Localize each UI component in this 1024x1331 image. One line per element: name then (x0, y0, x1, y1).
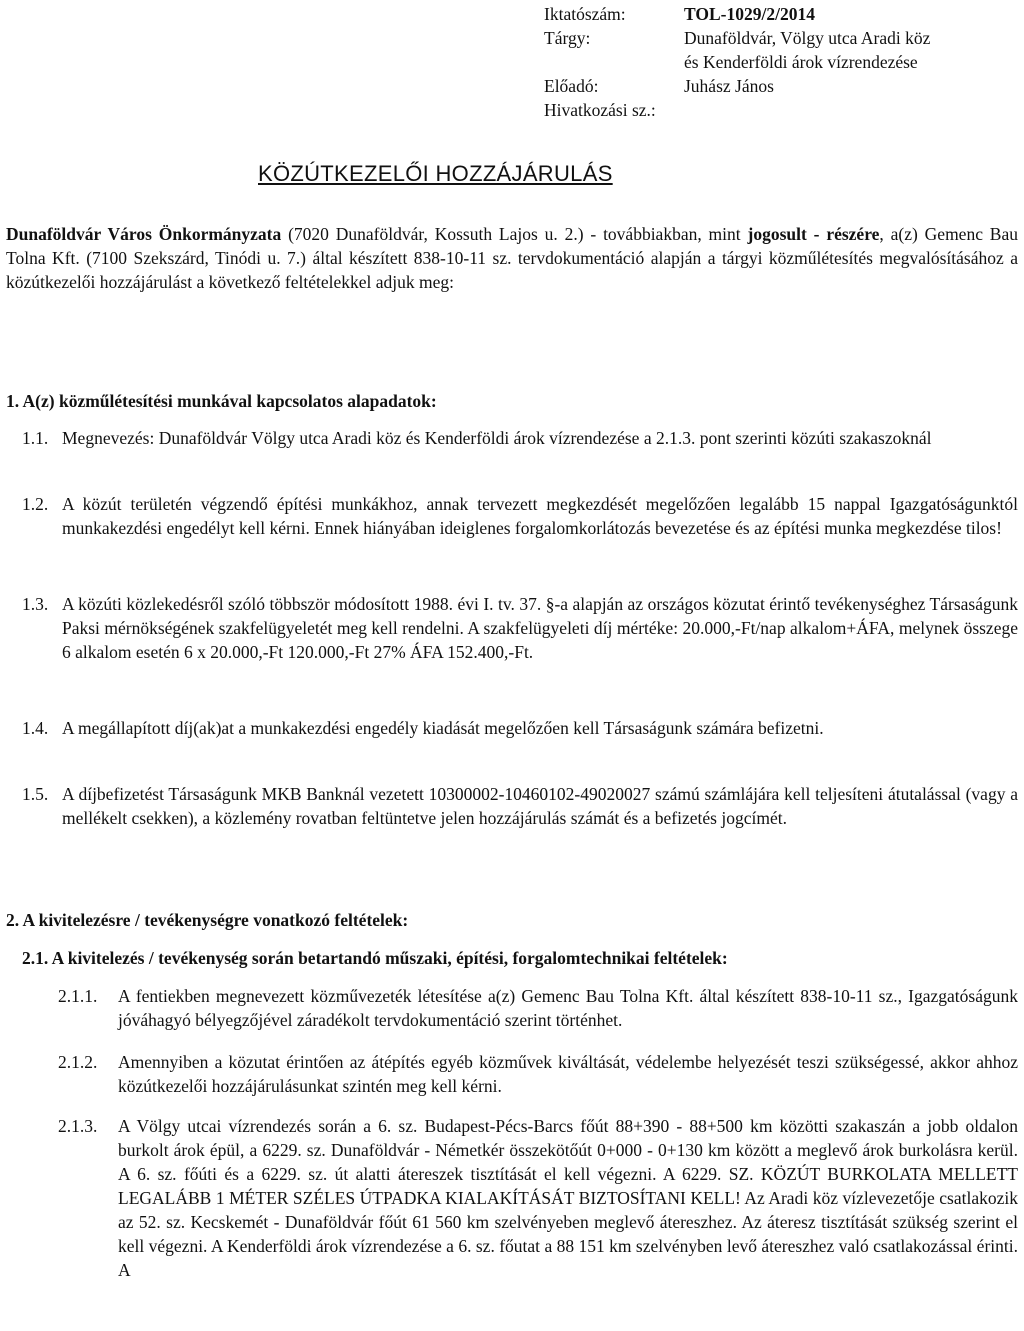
intro-text-1: (7020 Dunaföldvár, Kossuth Lajos u. 2.) - továbbiakban, mint (281, 224, 748, 244)
iktatoszam-row (544, 2, 1024, 26)
eloado-value: Juhász János (684, 76, 774, 96)
list-item (22, 426, 1018, 450)
intro-text-2: , a(z) Gemenc Bau Tolna Kft. (7100 Szekszárd, Tinódi u. 7.) által készített 838-10-11 sz. tervdokumentáció alapján a tárgyi közműlétesítés megvalósításához a közútkezelői hozzájárulást a következő feltételekkel adjuk meg: (6, 224, 1018, 292)
item-text: Megnevezés: Dunaföldvár Völgy utca Aradi köz és Kenderföldi árok vízrendezése a 2.1.3. pont szerinti közúti szakaszoknál (62, 428, 932, 448)
item-text: A közúti közlekedésről szóló többször módosított 1988. évi I. tv. 37. §-a alapján az országos közutat érintő tevékenységhez Társaságunk Paksi mérnökségének szakfelügyeletét meg kell rendelni. A szakfelügyeleti díj mértéke: 20.000,-Ft/nap alkalom+ÁFA, melynek összege 6 alkalom esetén 6 x 20.000,-Ft 120.000,-Ft 27% ÁFA 152.400,-Ft. (62, 594, 1018, 662)
item-text: Amennyiben a közutat érintően az átépítés egyéb közművek kiváltását, védelembe helyezését teszi szükségessé, akkor ahhoz közútkezelői hozzájárulásunkat szintén meg kell kérni. (118, 1052, 1018, 1096)
item-number: 1.3. (22, 594, 49, 614)
intro-bold-entity: Dunaföldvár Város Önkormányzata (6, 224, 282, 244)
item-number: 1.2. (22, 494, 49, 514)
item-text: A fentiekben megnevezett közművezeték létesítése a(z) Gemenc Bau Tolna Kft. által készített 838-10-11 sz., Igazgatóságunk jóváhagyó bélyegzőjével záradékolt tervdokumentáció szerint történhet. (118, 986, 1018, 1030)
targy-row-2 (544, 50, 1024, 74)
item-number: 2.1.2. (58, 1052, 98, 1072)
list-item (58, 984, 1018, 1032)
document-title: KÖZÚTKEZELŐI HOZZÁJÁRULÁS (258, 161, 613, 186)
item-text: A Völgy utcai vízrendezés során a 6. sz. Budapest-Pécs-Barcs főút 88+390 - 88+500 km közötti szakaszán a jobb oldalon burkolt árok épül, a 6229. sz. Dunaföldvár - Németkér összekötőút 0+000 - 0+130 km között a meglevő árok burkolásra kerül. A 6. sz. főúti és a 6229. sz. út alatti átereszek tisztítását el kell végezni. A 6229. SZ. KÖZÚT BURKOLATA MELLETT LEGALÁBB 1 MÉTER SZÉLES ÚTPADKA KIALAKÍTÁSÁT BIZTOSÍTANI KELL! Az Aradi köz vízlevezetője csatlakozik az 52. sz. Kecskemét - Dunaföldvár főút 61 560 km szelvényeben meglevő átereszhez. Az áteresz tisztítását szükség szerint el kell végezni. A Kenderföldi árok vízrendezése a 6. sz. főutat a 88 151 km szelvényben levő átereszhez való csatlakozással érinti. A (118, 1116, 1018, 1280)
item-number: 2.1.1. (58, 986, 98, 1006)
item-number: 1.5. (22, 784, 49, 804)
hivatkozasi-label: Hivatkozási sz.: (544, 100, 656, 120)
iktatoszam-value: TOL-1029/2/2014 (684, 4, 815, 24)
list-item (58, 1114, 1018, 1282)
item-text: A díjbefizetést Társaságunk MKB Banknál vezetett 10300002-10460102-49020027 számú számlájára kell teljesíteni átutalással (vagy a mellékelt csekken), a közlemény rovatban feltüntetve jelen hozzájárulás számát és a befizetés jogcímét. (62, 784, 1018, 828)
header-meta (544, 2, 1024, 122)
iktatoszam-label: Iktatószám: (544, 4, 626, 24)
list-item (22, 492, 1018, 540)
section2-heading: 2. A kivitelezésre / tevékenységre vonatkozó feltételek: (6, 910, 409, 930)
intro-bold-jogosult: jogosult - részére (747, 224, 880, 244)
item-number: 1.4. (22, 718, 49, 738)
item-text: A közút területén végzendő építési munkákhoz, annak tervezett megkezdését megelőzően legalább 15 nappal Igazgatóságunktól munkakezdési engedélyt kell kérni. Ennek hiányában ideiglenes forgalomkorlátozás bevezetése és az építési munka megkezdése tilos! (62, 494, 1018, 538)
targy-label: Tárgy: (544, 28, 591, 48)
eloado-row (544, 74, 1024, 98)
item-number: 1.1. (22, 428, 49, 448)
list-item (58, 1050, 1018, 1098)
list-item (22, 716, 1018, 740)
targy-value-line1: Dunaföldvár, Völgy utca Aradi köz (684, 28, 931, 48)
intro-paragraph (6, 222, 1018, 294)
list-item (22, 782, 1018, 830)
targy-row (544, 26, 1024, 50)
hivatkozasi-row (544, 98, 1024, 122)
eloado-label: Előadó: (544, 76, 599, 96)
item-text: A megállapított díj(ak)at a munkakezdési engedély kiadását megelőzően kell Társaságunk számára befizetni. (62, 718, 824, 738)
item-number: 2.1.3. (58, 1116, 98, 1136)
list-item (22, 592, 1018, 664)
targy-value-line2: és Kenderföldi árok vízrendezése (684, 52, 918, 72)
section2-subheading: 2.1. A kivitelezés / tevékenység során betartandó műszaki, építési, forgalomtechnikai feltételek: (22, 948, 728, 968)
section1-heading: 1. A(z) közműlétesítési munkával kapcsolatos alapadatok: (6, 391, 437, 411)
